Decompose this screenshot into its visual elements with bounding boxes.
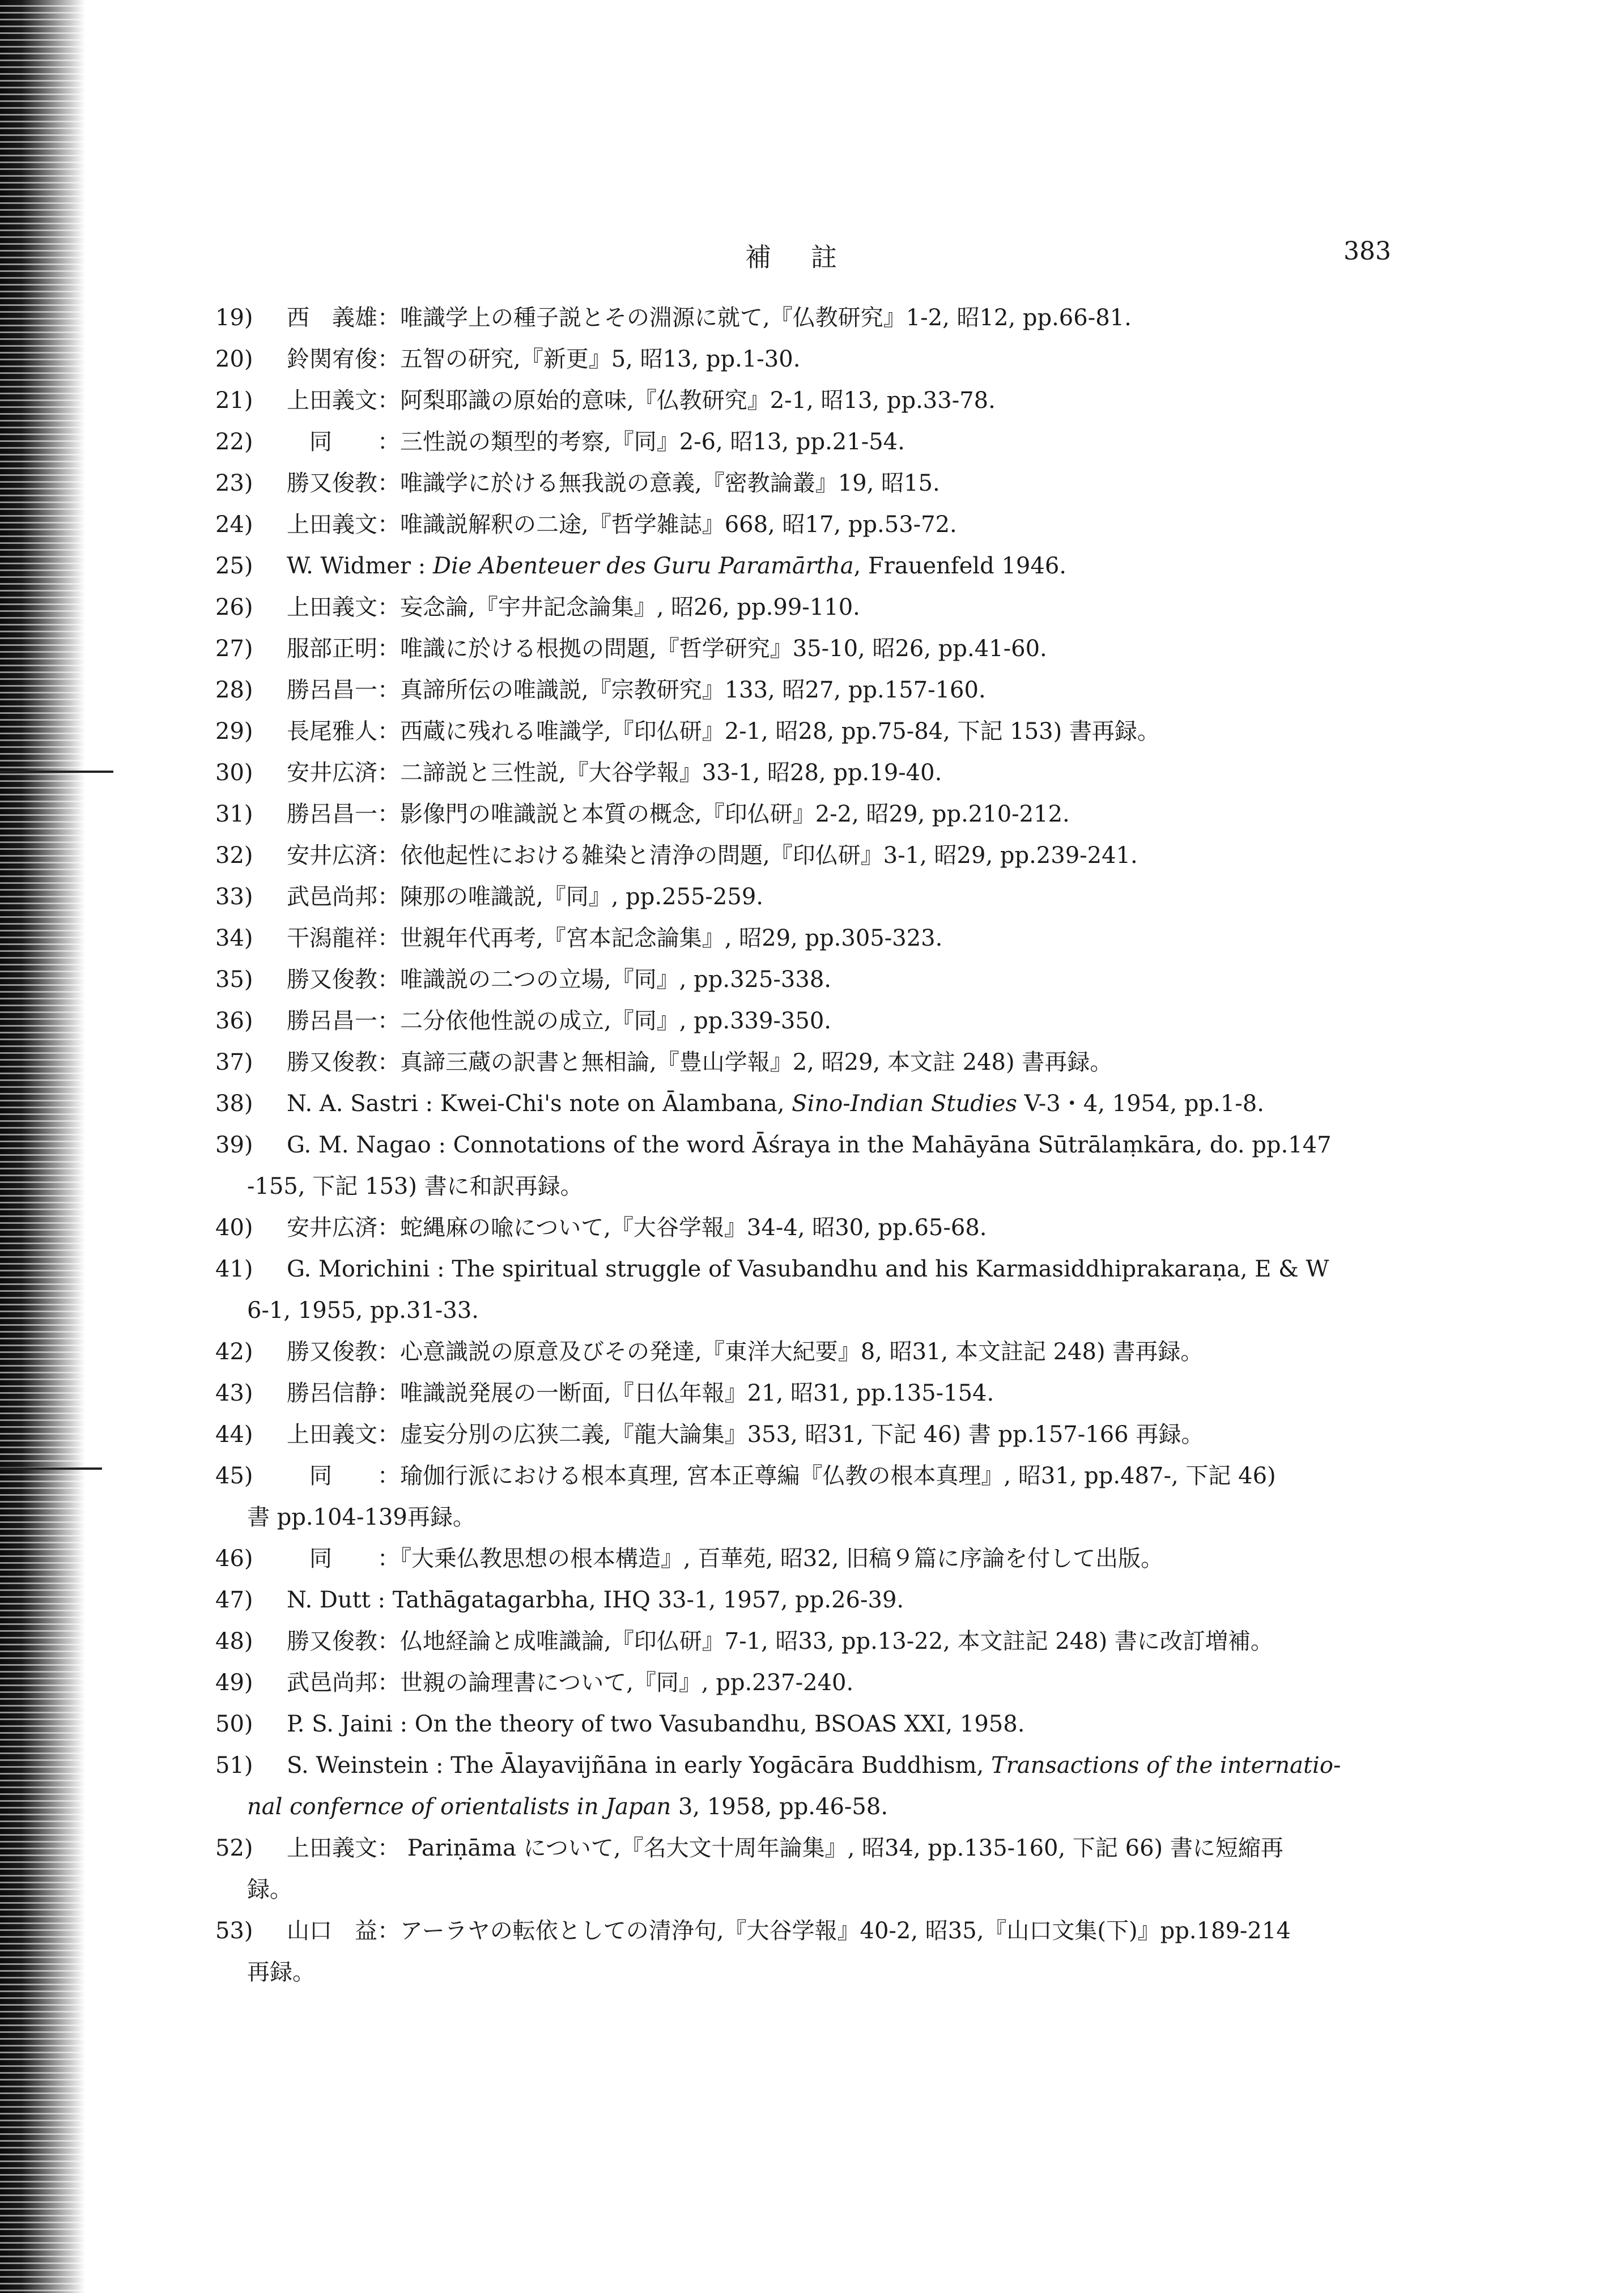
note-item — [215, 1745, 1391, 1828]
note-continuation — [215, 1786, 1391, 1828]
note-number: 38) — [215, 1091, 253, 1117]
note-number: 36) — [215, 1008, 253, 1034]
note-text: 上田義文：阿梨耶識の原始的意味,『仏教研究』2-1, 昭13, pp.33-78. — [287, 388, 996, 414]
note-item — [215, 1249, 1391, 1331]
note-text: 服部正明：唯識に於ける根拠の問題,『哲学研究』35-10, 昭26, pp.41-60. — [287, 636, 1047, 662]
note-item — [215, 1662, 1391, 1704]
note-text: 武邑尚邦：世親の論理書について,『同』, pp.237-240. — [287, 1670, 854, 1696]
note-number: 22) — [215, 429, 253, 455]
note-number: 37) — [215, 1049, 253, 1075]
note-number: 24) — [215, 512, 253, 538]
note-text: G. M. Nagao : Connotations of the word Āśraya in the Mahāyāna Sūtrālaṃkāra, do. pp.147 — [287, 1132, 1332, 1158]
note-text: 山口 益：アーラヤの転依としての清浄句,『大谷学報』40-2, 昭35,『山口文集(下)』pp.189-214 — [287, 1918, 1291, 1944]
note-item — [215, 463, 1391, 504]
note-text: 勝呂昌一：影像門の唯識説と本質の概念,『印仏研』2-2, 昭29, pp.210-212. — [287, 801, 1070, 827]
note-number: 49) — [215, 1670, 253, 1696]
note-text-part: W. Widmer : — [287, 553, 433, 579]
note-text-part: V-3・4, 1954, pp.1-8. — [1017, 1091, 1264, 1117]
note-number: 25) — [215, 553, 253, 579]
note-text: 同 ：『大乗仏教思想の根本構造』, 百華苑, 昭32, 旧稿９篇に序論を付して出版。 — [287, 1546, 1164, 1572]
note-item — [215, 1083, 1391, 1125]
note-item — [215, 711, 1391, 752]
note-number: 21) — [215, 388, 253, 414]
note-number: 52) — [215, 1835, 253, 1861]
note-text: 勝又俊教：心意識説の原意及びその発達,『東洋大紀要』8, 昭31, 本文註記 248) 書再録。 — [287, 1339, 1204, 1365]
note-item — [215, 1704, 1391, 1745]
note-item — [215, 1828, 1391, 1911]
note-text: 西 義雄：唯識学上の種子説とその淵源に就て,『仏教研究』1-2, 昭12, pp.66-81. — [287, 305, 1132, 331]
note-text: 勝又俊教：唯識説の二つの立場,『同』, pp.325-338. — [287, 967, 831, 993]
note-number: 53) — [215, 1918, 253, 1944]
note-item — [215, 1373, 1391, 1414]
note-item — [215, 1580, 1391, 1621]
note-text: 上田義文：唯識説解釈の二途,『哲学雑誌』668, 昭17, pp.53-72. — [287, 512, 957, 538]
note-text: 勝又俊教：真諦三蔵の訳書と無相論,『豊山学報』2, 昭29, 本文註 248) 書再録。 — [287, 1049, 1113, 1075]
note-number: 32) — [215, 843, 253, 869]
note-number: 42) — [215, 1339, 253, 1365]
note-continuation: 録。 — [247, 1877, 292, 1903]
note-item — [215, 546, 1391, 587]
note-item — [215, 1414, 1391, 1456]
note-item — [215, 1125, 1391, 1207]
note-continuation: -155, 下記 153) 書に和訳再録。 — [247, 1173, 583, 1199]
note-text: 武邑尚邦：陳那の唯識説,『同』, pp.255-259. — [287, 884, 763, 910]
note-continuation: 再録。 — [247, 1959, 315, 1985]
note-number: 47) — [215, 1587, 253, 1613]
note-item — [215, 1456, 1391, 1538]
note-text: 安井広済：依他起性における雑染と清浄の問題,『印仏研』3-1, 昭29, pp.239-241. — [287, 843, 1138, 869]
note-text: 上田義文：妄念論,『宇井記念論集』, 昭26, pp.99-110. — [287, 594, 860, 620]
note-text: 長尾雅人：西蔵に残れる唯識学,『印仏研』2-1, 昭28, pp.75-84, 下記 153) 書再録。 — [287, 718, 1160, 745]
note-text: 勝呂信静：唯識説発展の一断面,『日仏年報』21, 昭31, pp.135-154. — [287, 1380, 994, 1406]
binding-texture — [0, 0, 85, 2293]
note-text: 勝又俊教：仏地経論と成唯識論,『印仏研』7-1, 昭33, pp.13-22, 本文註記 248) 書に改訂増補。 — [287, 1628, 1273, 1654]
note-text: 干潟龍祥：世親年代再考,『宮本記念論集』, 昭29, pp.305-323. — [287, 925, 943, 951]
note-number: 34) — [215, 925, 253, 951]
page-number: 383 — [1344, 237, 1391, 266]
note-number: 46) — [215, 1546, 253, 1572]
running-head: 補註 — [745, 242, 877, 273]
note-number: 41) — [215, 1256, 253, 1282]
note-item — [215, 1207, 1391, 1249]
note-item — [215, 504, 1391, 546]
note-number: 28) — [215, 677, 253, 703]
note-number: 44) — [215, 1422, 253, 1448]
note-text: 上田義文：虚妄分別の広狭二義,『龍大論集』353, 昭31, 下記 46) 書 pp.157-166 再録。 — [287, 1422, 1204, 1448]
note-item — [215, 628, 1391, 670]
note-text-part: Sino-Indian Studies — [792, 1091, 1017, 1117]
note-number: 43) — [215, 1380, 253, 1406]
note-text: 同 ：三性説の類型的考察,『同』2-6, 昭13, pp.21-54. — [287, 429, 905, 455]
margin-mark — [0, 771, 113, 773]
note-item — [215, 670, 1391, 711]
note-text: 勝又俊教：唯識学に於ける無我説の意義,『密教論叢』19, 昭15. — [287, 470, 940, 496]
note-text-part: Die Abenteuer des Guru Paramārtha — [433, 553, 854, 579]
note-number: 33) — [215, 884, 253, 910]
note-text — [287, 1752, 1341, 1779]
note-item — [215, 1001, 1391, 1042]
note-item — [215, 422, 1391, 463]
note-number: 27) — [215, 636, 253, 662]
note-continuation: 書 pp.104-139再録。 — [247, 1504, 475, 1530]
note-item — [215, 1538, 1391, 1580]
note-number: 30) — [215, 760, 253, 786]
note-number: 48) — [215, 1628, 253, 1654]
notes-list — [215, 297, 1391, 1993]
note-continuation: 6-1, 1955, pp.31-33. — [247, 1297, 479, 1324]
note-text-part: N. A. Sastri : Kwei-Chi's note on Ālambana, — [287, 1091, 792, 1117]
note-item — [215, 1331, 1391, 1373]
note-item — [215, 918, 1391, 959]
note-item — [215, 794, 1391, 835]
note-text: P. S. Jaini : On the theory of two Vasubandhu, BSOAS XXI, 1958. — [287, 1711, 1025, 1737]
note-text-part: , Frauenfeld 1946. — [853, 553, 1066, 579]
note-number: 39) — [215, 1132, 253, 1158]
note-text-part: nal confernce of orientalists in Japan — [247, 1794, 671, 1820]
note-text: 勝呂昌一：真諦所伝の唯識説,『宗教研究』133, 昭27, pp.157-160. — [287, 677, 986, 703]
note-item — [215, 752, 1391, 794]
note-number: 19) — [215, 305, 253, 331]
note-number: 50) — [215, 1711, 253, 1737]
note-item — [215, 339, 1391, 380]
note-text-part: Transactions of the internatio- — [990, 1752, 1341, 1779]
note-text: 安井広済：蛇縄麻の喩について,『大谷学報』34-4, 昭30, pp.65-68. — [287, 1215, 987, 1241]
note-text-part: 3, 1958, pp.46-58. — [671, 1794, 888, 1820]
note-number: 31) — [215, 801, 253, 827]
note-item — [215, 835, 1391, 877]
note-text: 勝呂昌一：二分依他性説の成立,『同』, pp.339-350. — [287, 1008, 831, 1034]
note-item — [215, 959, 1391, 1001]
note-item — [215, 1911, 1391, 1993]
note-number: 20) — [215, 346, 253, 372]
note-item — [215, 877, 1391, 918]
note-item — [215, 587, 1391, 628]
note-text: 同 ：瑜伽行派における根本真理, 宮本正尊編『仏教の根本真理』, 昭31, pp.487-, 下記 46) — [287, 1463, 1276, 1489]
note-text: 上田義文： Pariṇāma について,『名大文十周年論集』, 昭34, pp.135-160, 下記 66) 書に短縮再 — [287, 1835, 1283, 1861]
note-text — [287, 553, 1066, 579]
note-text: G. Morichini : The spiritual struggle of Vasubandhu and his Karmasiddhiprakaraṇa, E & W — [287, 1256, 1329, 1282]
note-number: 40) — [215, 1215, 253, 1241]
note-number: 29) — [215, 718, 253, 745]
page-header — [215, 237, 1391, 276]
note-text: 鈴関宥俊：五智の研究,『新更』5, 昭13, pp.1-30. — [287, 346, 801, 372]
note-text — [287, 1091, 1264, 1117]
note-item — [215, 297, 1391, 339]
note-number: 26) — [215, 594, 253, 620]
note-item — [215, 1621, 1391, 1662]
note-number: 45) — [215, 1463, 253, 1489]
note-text: 安井広済：二諦説と三性説,『大谷学報』33-1, 昭28, pp.19-40. — [287, 760, 942, 786]
note-text: N. Dutt : Tathāgatagarbha, IHQ 33-1, 1957, pp.26-39. — [287, 1587, 904, 1613]
margin-mark — [0, 1467, 102, 1470]
note-number: 51) — [215, 1752, 253, 1779]
note-text-part: S. Weinstein : The Ālayavijñāna in early Yogācāra Buddhism, — [287, 1752, 991, 1779]
note-number: 35) — [215, 967, 253, 993]
note-number: 23) — [215, 470, 253, 496]
note-item — [215, 380, 1391, 422]
note-item — [215, 1042, 1391, 1083]
